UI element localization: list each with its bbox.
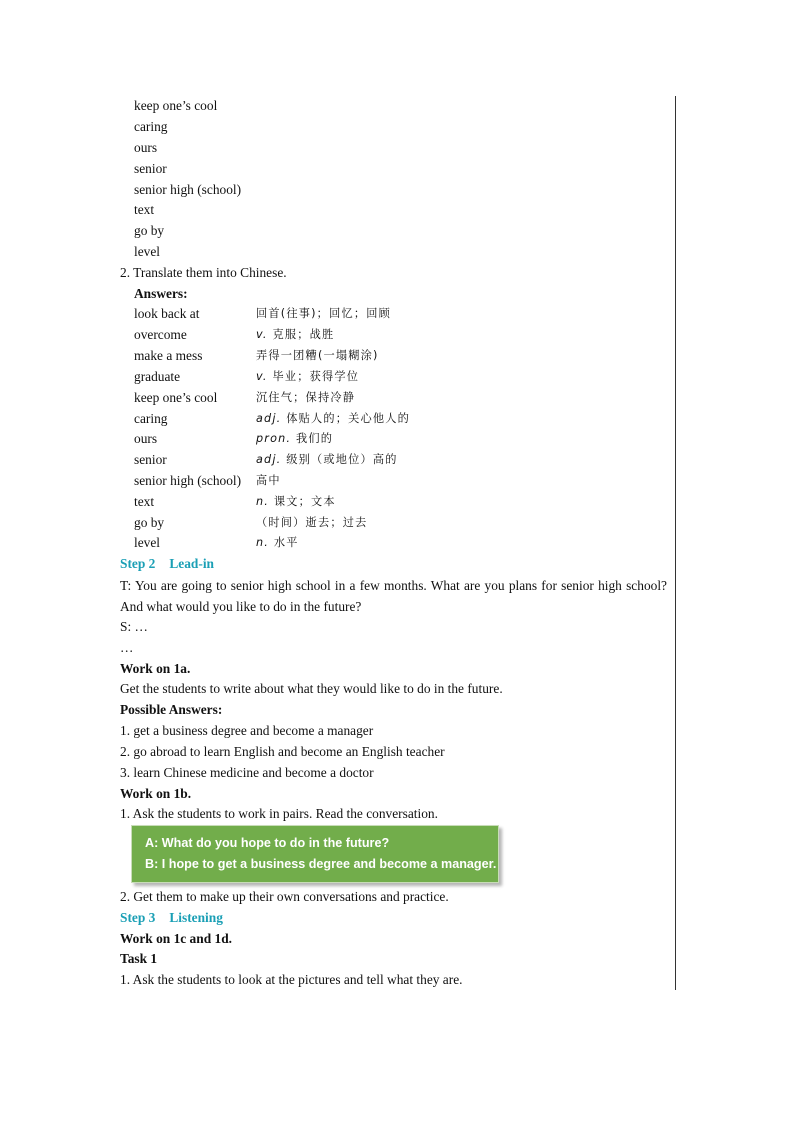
teacher-question: T: You are going to senior high school in a few months. What are you plans for senior high school? And what would you like to do in the future?: [120, 578, 667, 614]
answer-zh: 高中: [256, 474, 281, 487]
vocab-item: text: [134, 202, 155, 217]
possible-answer-item: 1. get a business degree and become a manager: [120, 723, 374, 738]
dialog-line-a: A: What do you hope to do in the future?: [145, 836, 390, 850]
answer-en: look back at: [134, 306, 200, 321]
dialog-line-b: B: I hope to get a business degree and become a manager.: [145, 857, 497, 871]
answer-zh: v. 克服；战胜: [256, 328, 335, 341]
vocab-item: keep one’s cool: [134, 98, 218, 113]
answer-en: overcome: [134, 327, 187, 342]
task-1-label: Task 1: [120, 951, 158, 966]
work-1b-item-2: 2. Get them to make up their own conversations and practice.: [120, 889, 449, 904]
answer-zh: （时间）逝去；过去: [256, 516, 368, 529]
answer-zh: v. 毕业；获得学位: [256, 370, 360, 383]
vocab-item: senior: [134, 161, 167, 176]
work-1b-item-1: 1. Ask the students to work in pairs. Read the conversation.: [120, 806, 438, 821]
work-1a-instruction: Get the students to write about what they would like to do in the future.: [120, 681, 503, 696]
answer-en: senior high (school): [134, 473, 242, 488]
answer-zh: 沉住气；保持冷静: [256, 391, 356, 404]
answer-zh: pron. 我们的: [256, 432, 334, 445]
answer-en: keep one’s cool: [134, 390, 218, 405]
answer-zh: n. 课文；文本: [256, 495, 336, 508]
instruction-translate: 2. Translate them into Chinese.: [120, 265, 287, 280]
answer-zh: adj. 体贴人的；关心他人的: [256, 412, 411, 425]
page-right-border: [675, 96, 676, 990]
possible-answer-item: 2. go abroad to learn English and become an English teacher: [120, 744, 445, 759]
conversation-box: [131, 825, 499, 883]
answer-en: ours: [134, 431, 158, 446]
work-1a-heading: Work on 1a.: [120, 661, 191, 676]
answer-zh: 回首(往事)；回忆；回顾: [256, 307, 392, 320]
answer-en: senior: [134, 452, 167, 467]
answer-en: graduate: [134, 369, 181, 384]
step-3-heading: Step 3 Listening: [120, 910, 223, 925]
answer-zh: 弄得一团糟(一塌糊涂): [256, 349, 379, 362]
possible-answers-label: Possible Answers:: [120, 702, 223, 717]
answer-en: make a mess: [134, 348, 203, 363]
work-1c-heading: Work on 1c and 1d.: [120, 931, 232, 946]
work-1b-heading: Work on 1b.: [120, 786, 192, 801]
answer-en: go by: [134, 515, 165, 530]
vocab-item: go by: [134, 223, 165, 238]
answer-en: level: [134, 535, 161, 550]
vocab-item: ours: [134, 140, 158, 155]
answers-label: Answers:: [134, 286, 188, 301]
student-response: S: …: [120, 619, 148, 634]
answer-zh: n. 水平: [256, 536, 299, 549]
work-1c-item-1: 1. Ask the students to look at the pictures and tell what they are.: [120, 972, 463, 987]
answer-zh: adj. 级别（或地位）高的: [256, 453, 398, 466]
vocab-item: level: [134, 244, 161, 259]
vocab-item: senior high (school): [134, 182, 242, 197]
ellipsis-line: …: [120, 640, 134, 655]
answer-en: text: [134, 494, 155, 509]
possible-answer-item: 3. learn Chinese medicine and become a doctor: [120, 765, 374, 780]
step-2-heading: Step 2 Lead-in: [120, 556, 214, 571]
answer-en: caring: [134, 411, 168, 426]
vocab-item: caring: [134, 119, 168, 134]
